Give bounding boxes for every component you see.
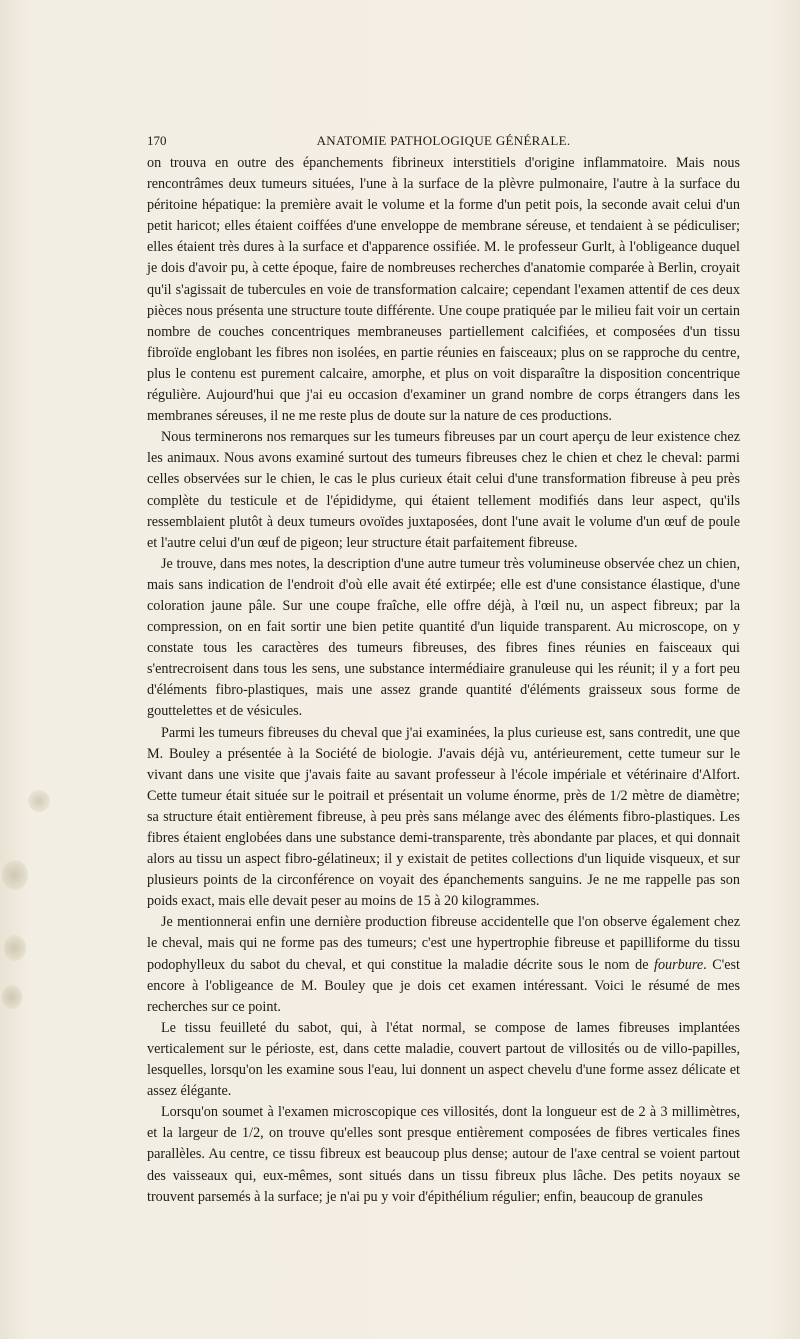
italic-term: fourbure [654, 956, 704, 973]
body-text [147, 153, 740, 1208]
paragraph: Le tissu feuilleté du sabot, qui, à l'état normal, se compose de lames fibreuses implantées verticalement sur le périoste, est, dans cette maladie, couvert partout de villosités ou de villo-papilles, lesquelles, lorsqu'on les examine sous l'eau, lui donnent un aspect chevelu d'une forme assez délicate et assez élégante. [147, 1019, 740, 1100]
foxing-stain [28, 790, 50, 812]
paragraph [147, 912, 740, 1017]
foxing-stain [4, 935, 26, 961]
paragraph-text: Je mentionnerai enfin une dernière production fibreuse accidentelle que l'on observe également chez le cheval, mais qui ne forme pas des tumeurs; c'est une hypertrophie fibreuse et papilliforme du tissu podophylleux du sabot du cheval, et qui constitue la maladie décrite sous le nom de [147, 914, 740, 973]
paragraph: Parmi les tumeurs fibreuses du cheval que j'ai examinées, la plus curieuse est, sans contredit, une que M. Bouley a présentée à la Société de biologie. J'avais déjà vu, antérieurement, cette tumeur sur le vivant dans une visite que j'avais faite au savant professeur à l'école impériale et vétérinaire d'Alfort. Cette tumeur était située sur le poitrail et présentait un volume énorme, près de 1/2 mètre de diamètre; sa structure était entièrement fibreuse, à peu près sans mélange avec des éléments fibro-plastiques. Les fibres étaient englobées dans une substance demi-transparente, très abondante par places, et qui donnait alors au tissu un aspect fibro-gélatineux; il y existait de petites collections d'un liquide visqueux, et sur plusieurs points de la circonférence on voyait des épanchements sanguins. Je ne me rappelle pas son poids exact, mais elle devait peser au moins de 15 à 20 kilogrammes. [147, 724, 740, 910]
foxing-stain [2, 985, 22, 1009]
running-head [147, 133, 740, 151]
paragraph: Je trouve, dans mes notes, la description d'une autre tumeur très volumineuse observée chez un chien, mais sans indication de l'endroit d'où elle avait été extirpée; elle est d'une consistance élastique, d'une coloration jaune pâle. Sur une coupe fraîche, elle offre déjà, à l'œil nu, un aspect fibreux; par la compression, on en fait sortir une bien petite quantité d'un liquide transparent. Au microscope, on y constate tous les caractères des tumeurs fibreuses, des fibres fines réunies en faisceaux qui s'entrecroisent dans tous les sens, une substance intermédiaire granuleuse qui les réunit; il y a fort peu d'éléments fibro-plastiques, mais une assez grande quantité d'éléments graisseux sous forme de gouttelettes et de vésicules. [147, 555, 740, 720]
page-number: 170 [147, 133, 167, 148]
paragraph: Nous terminerons nos remarques sur les tumeurs fibreuses par un court aperçu de leur existence chez les animaux. Nous avons examiné surtout des tumeurs fibreuses chez le chien et chez le cheval: parmi celles observées sur le chien, le cas le plus curieux était celui d'une transformation fibreuse à peu près complète du testicule et de l'épididyme, qui étaient tellement modifiés dans leur aspect, qu'ils ressemblaient plutôt à deux tumeurs ovoïdes juxtaposées, dont l'une avait le volume d'un œuf de poule et l'autre celui d'un œuf de pigeon; leur structure était parfaitement fibreuse. [147, 429, 740, 551]
running-title: ANATOMIE PATHOLOGIQUE GÉNÉRALE. [316, 133, 571, 148]
paragraph-text: . C'est encore à l'obligeance de M. Bouley que je dois cet examen intéressant. Voici le résumé de mes recherches sur ce point. [147, 956, 740, 1015]
paragraph: Lorsqu'on soumet à l'examen microscopique ces villosités, dont la longueur est de 2 à 3 millimètres, et la largeur de 1/2, on trouve qu'elles sont presque entièrement composées de fibres verticales fines parallèles. Au centre, ce tissu fibreux est beaucoup plus dense; autour de l'axe central se voient partout des vaisseaux qui, eux-mêmes, sont situés dans un tissu fibreux plus lâche. Des petits noyaux se trouvent parsemés à la surface; je n'ai pu y voir d'épithélium régulier; enfin, beaucoup de granules [147, 1104, 740, 1205]
paragraph: on trouva en outre des épanchements fibrineux interstitiels d'origine inflammatoire. Mais nous rencontrâmes deux tumeurs situées, l'une à la surface de la plèvre pulmonaire, l'autre à la surface du péritoine hépatique: la première avait le volume et la forme d'un petit pois, la seconde avait celui d'un petit haricot; elles étaient coiffées d'une enveloppe de membrane séreuse, et tendaient à se pédiculiser; elles étaient très dures à la surface et d'apparence ossifiée. M. le professeur Gurlt, à l'obligeance duquel je dois d'avoir pu, à cette époque, faire de nombreuses recherches d'anatomie comparée à Berlin, croyait qu'il s'agissait de tubercules en voie de transformation calcaire; cependant l'examen attentif de ces deux pièces nous présenta une structure toute différente. Une coupe pratiquée par le milieu fait voir un certain nombre de couches concentriques membraneuses partiellement calcifiées, et composées d'un tissu fibroïde englobant les fibres non isolées, en partie réunies en faisceaux; plus on se rapproche du centre, plus le contenu est purement calcaire, amorphe, et plus on voit disparaître la disposition concentrique régulière. Aujourd'hui que j'ai eu occasion d'examiner un grand nombre de corps étrangers dans les membranes séreuses, il ne me reste plus de doute sur la nature de ces productions. [147, 155, 740, 425]
foxing-stain [2, 860, 28, 890]
